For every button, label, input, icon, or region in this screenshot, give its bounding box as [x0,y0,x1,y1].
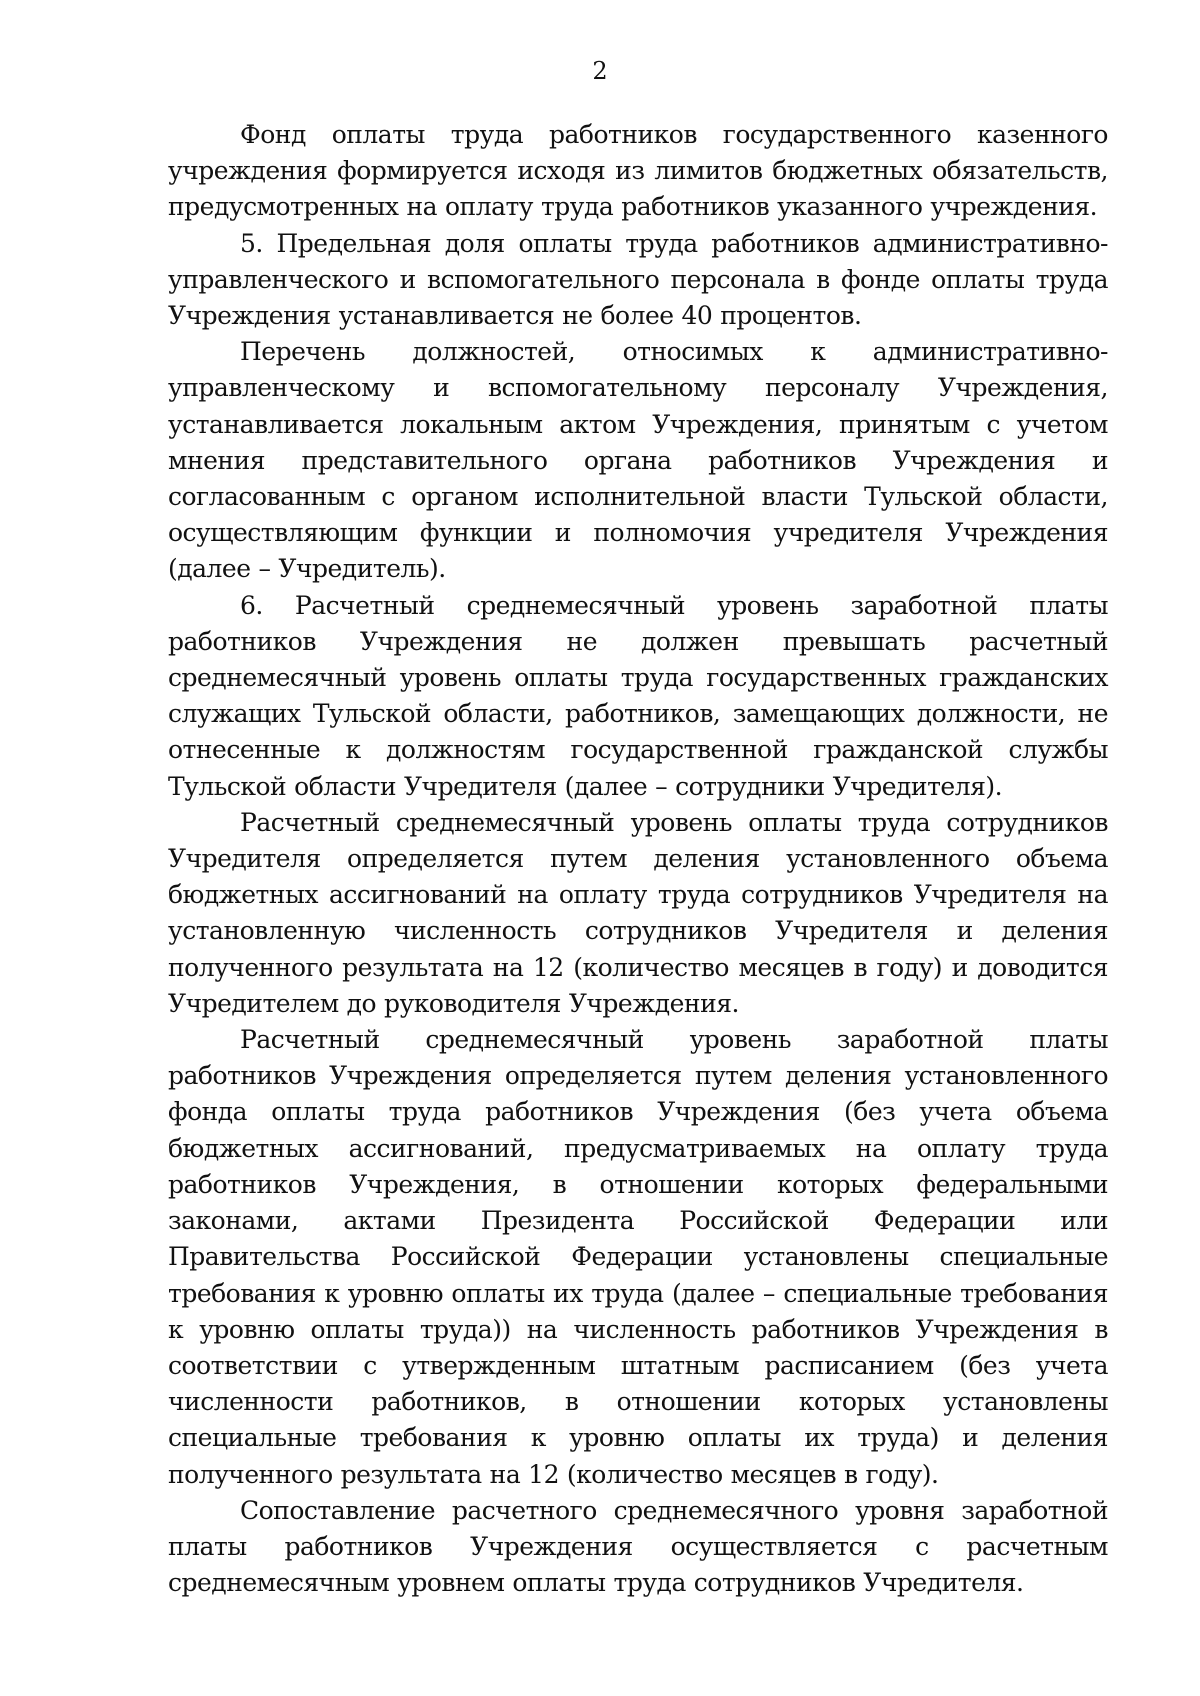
paragraph-comparison: Сопоставление расчетного среднемесячного уровня заработной платы работников Учреждения осуществляется с расчетным среднемесячным уровнем оплаты труда сотрудников Учредителя. [168,1495,1108,1598]
paragraph-item-5: 5. Предельная доля оплаты труда работников административно-управленческого и вспомогательного персонала в фонде оплаты труда Учреждения устанавливается не более 40 процентов. [168,228,1108,331]
paragraph-wage-fund: Фонд оплаты труда работников государственного казенного учреждения формируется исходя из лимитов бюджетных обязательств, предусмотренных на оплату труда работников указанного учреждения. [168,120,1108,222]
paragraph-item-6: 6. Расчетный среднемесячный уровень заработной платы работников Учреждения не должен превышать расчетный среднемесячный уровень оплаты труда государственных гражданских служащих Тульской области, работников, замещающих должности, не отнесенные к должностям государственной гражданской службы Тульской области Учредителя (далее – сотрудники Учредителя). [168,590,1108,801]
paragraph-founder-level: Расчетный среднемесячный уровень оплаты труда сотрудников Учредителя определяется путем деления установленного объема бюджетных ассигнований на оплату труда сотрудников Учредителя на установленную численность сотрудников Учредителя и деления полученного результата на 12 (количество месяцев в году) и доводится Учредителем до руководителя Учреждения. [168,807,1108,1018]
document-body [168,117,1108,1601]
page-number: 2 [592,57,608,85]
paragraph-staff-list: Перечень должностей, относимых к административно-управленческому и вспомогательному персоналу Учреждения, устанавливается локальным актом Учреждения, принятым с учетом мнения представительного органа работников Учреждения и согласованным с органом исполнительной власти Тульской области, осуществляющим функции и полномочия учредителя Учреждения (далее – Учредитель). [168,337,1108,584]
paragraph-institution-level: Расчетный среднемесячный уровень заработной платы работников Учреждения определяется путем деления установленного фонда оплаты труда работников Учреждения (без учета объема бюджетных ассигнований, предусматриваемых на оплату труда работников Учреждения, в отношении которых федеральными законами, актами Президента Российской Федерации или Правительства Российской Федерации установлены специальные требования к уровню оплаты их труда (далее – специальные требования к уровню оплаты труда)) на численность работников Учреждения в соответствии с утвержденным штатным расписанием (без учета численности работников, в отношении которых установлены специальные требования к уровню оплаты их труда) и деления полученного результата на 12 (количество месяцев в году). [168,1025,1108,1489]
